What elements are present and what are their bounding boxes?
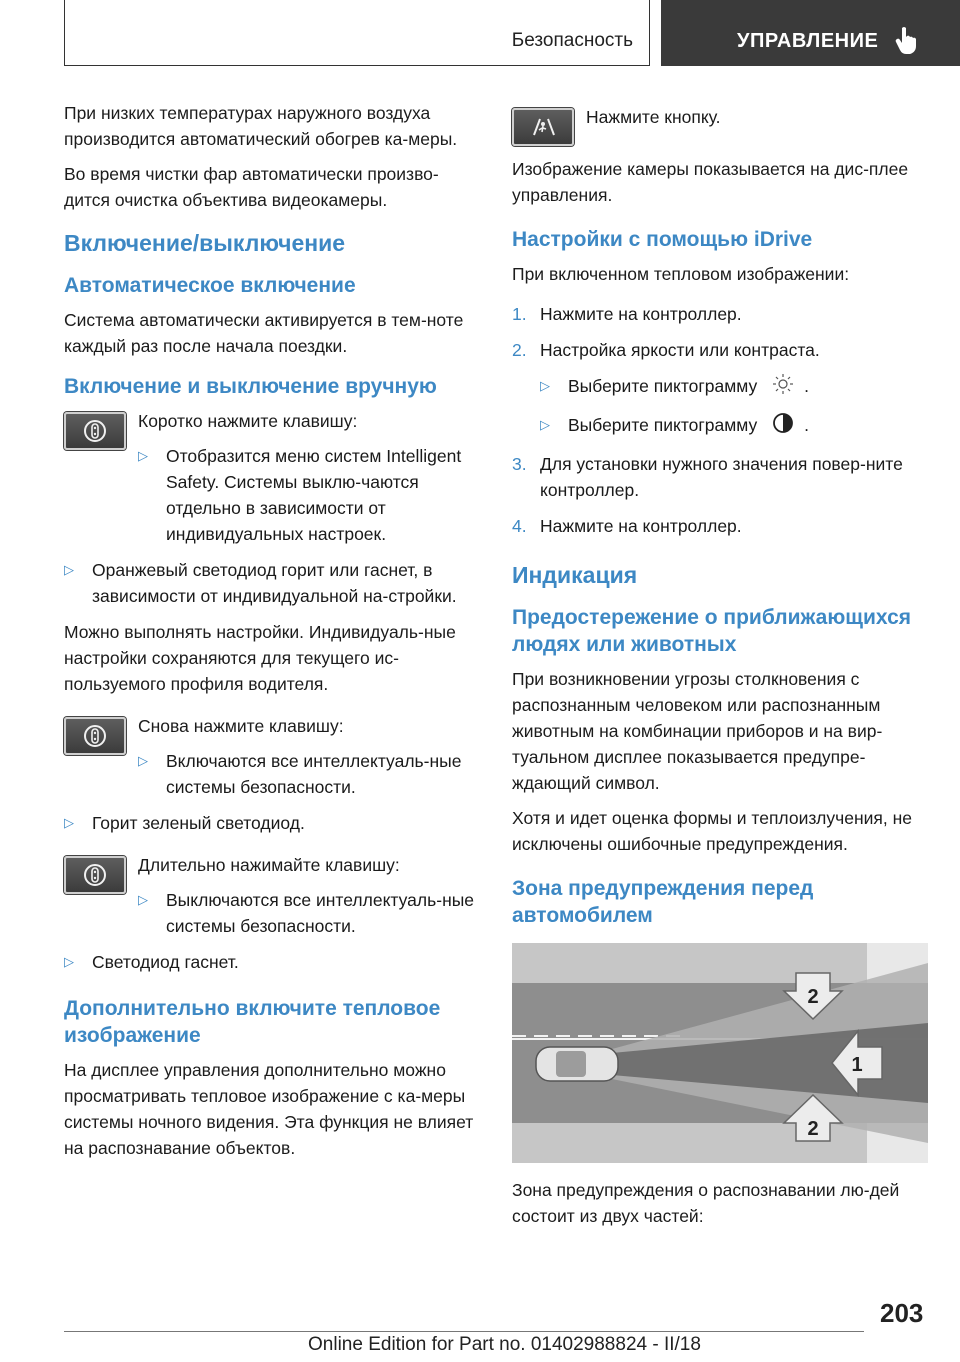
figure-label: 2 [807,1118,819,1140]
heading-indication: Индикация [512,562,638,588]
safety-button-icon [64,412,126,450]
paragraph: При включенном тепловом изображении: [512,264,850,284]
heading-zone: Зона предупреждения перед автомобилем [512,877,814,927]
triangle-bullet-icon: ▷ [138,892,148,907]
bullet-item: ▷ Оранжевый светодиод горит или гаснет, в зависимости от индивидуальной на-стройки. [64,557,482,609]
heading-manual: Включение и выключение вручную [64,375,437,398]
paragraph: При возникновении угрозы столкновения с распознанным человеком или распознанным животным на комбинации приборов и на вир-туальном дисплее показывается предупре-ждающий символ. [512,669,883,793]
bullet-item: ▷ Горит зеленый светодиод. [64,810,482,836]
contrast-icon [772,412,794,441]
numbered-step: 3. Для установки нужного значения повер-ните контроллер. [512,454,903,500]
triangle-bullet-icon: ▷ [64,954,74,969]
paragraph: Во время чистки фар автоматически произво-дится очистка объектива видеокамеры. [64,164,439,210]
footer-divider [64,1331,864,1332]
header-section-tab [64,0,650,66]
triangle-bullet-icon: ▷ [138,753,148,768]
hand-pointer-icon [894,26,920,54]
bullet-item: ▷ Включаются все интеллектуаль-ные системы безопасности. [138,748,482,800]
triangle-bullet-icon: ▷ [540,417,550,432]
bullet-item: ▷ Выключаются все интеллектуаль-ные системы безопасности. [138,887,482,939]
heading-idrive: Настройки с помощью iDrive [512,228,813,251]
triangle-bullet-icon: ▷ [64,562,74,577]
triangle-bullet-icon: ▷ [64,815,74,830]
button-instruction-text: Нажмите кнопку. [586,107,721,127]
warning-zone-figure [512,943,928,1163]
footer-edition: Online Edition for Part no. 01402988824 - II/18 [308,1334,701,1355]
triangle-bullet-icon: ▷ [138,448,148,463]
safety-button-icon [64,856,126,894]
bullet-item: ▷ Светодиод гаснет. [64,949,482,975]
button-instruction-text: Длительно нажимайте клавишу: [138,855,400,875]
heading-on-off: Включение/выключение [64,230,346,256]
triangle-bullet-icon: ▷ [540,378,550,393]
heading-auto-on: Автоматическое включение [64,274,356,297]
right-column [512,100,928,1238]
bullet-item: ▷ Отобразится меню систем Intelligent Safety. Системы выклю-чаются отдельно в зависимости от индивидуальных настроек. [138,443,482,547]
paragraph: Изображение камеры показывается на дис-плее управления. [512,159,909,205]
paragraph: Зона предупреждения о распознавании лю-дей состоит из двух частей: [512,1180,900,1226]
header-section-title: Безопасность [511,30,633,51]
heading-thermal: Дополнительно включите тепловое изображение [64,997,441,1047]
paragraph: Система автоматически активируется в тем-ноте каждый раз после начала поездки. [64,310,464,356]
button-instruction [64,408,482,557]
paragraph: Хотя и идет оценка формы и теплоизлучения, не исключены ошибочные предупреждения. [512,808,913,854]
numbered-step: 2. Настройка яркости или контраста. [512,340,820,360]
left-column [64,100,482,1170]
page-number: 203 [880,1298,924,1328]
numbered-step: 1. Нажмите на контроллер. [512,304,742,324]
button-instruction-text: Снова нажмите клавишу: [138,716,344,736]
button-instruction [64,852,482,949]
night-vision-button-icon [512,108,574,146]
header-chapter-tab [661,0,960,66]
paragraph: На дисплее управления дополнительно можно просматривать тепловое изображение с ка-меры системы ночного видения. Эта функция не влияет на распознавание объектов. [64,1060,474,1158]
button-instruction [512,104,928,146]
figure-label: 2 [807,986,819,1008]
numbered-step: 4. Нажмите на контроллер. [512,516,742,536]
paragraph: Можно выполнять настройки. Индивидуаль-ные настройки сохраняются для текущего ис-пользуемого профиля водителя. [64,622,456,694]
brightness-icon [772,373,794,402]
safety-button-icon [64,717,126,755]
heading-warning: Предостережение о приближающихся людях или животных [512,606,912,656]
sub-bullet: ▷ Выберите пиктограмму . [540,373,928,402]
button-instruction [64,713,482,810]
figure-label: 1 [851,1054,863,1076]
header-chapter-title: УПРАВЛЕНИЕ [737,30,879,52]
paragraph: При низких температурах наружного воздуха производится автоматический обогрев ка-меры. [64,103,458,149]
sub-bullet: ▷ Выберите пиктограмму . [540,412,928,441]
button-instruction-text: Коротко нажмите клавишу: [138,411,358,431]
